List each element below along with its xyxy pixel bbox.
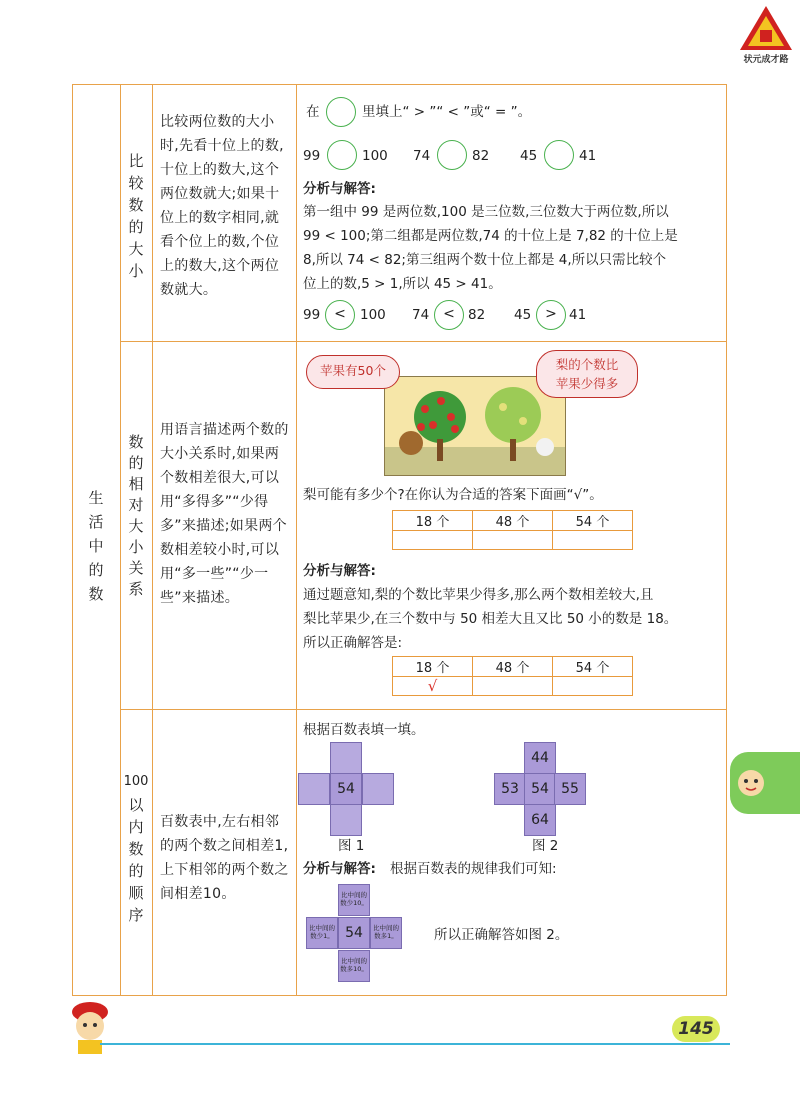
grid-cell-bottom-note: 比中间的数多10。 bbox=[338, 950, 370, 982]
blank-cell bbox=[473, 677, 553, 696]
grid-cell-left: 53 bbox=[494, 773, 526, 805]
row1-analysis-line: 8,所以 74 < 82;第三组两个数十位上都是 4,所以只需比较个 bbox=[303, 252, 667, 268]
row3-conclusion: 所以正确解答如图 2。 bbox=[434, 927, 569, 943]
row1-analysis-line: 位上的数,5 > 1,所以 45 > 41。 bbox=[303, 276, 502, 292]
row2-title: 数的相对大小关系 bbox=[128, 433, 144, 598]
answer1-right: 100 bbox=[360, 307, 386, 323]
option-cell: 54 个 bbox=[553, 657, 633, 677]
row3-analysis-text: 根据百数表的规律我们可知: bbox=[390, 861, 557, 877]
blank-circle bbox=[437, 140, 467, 170]
blank-circle bbox=[326, 97, 356, 127]
option-cell: 18 个 bbox=[393, 657, 473, 677]
row2-analysis-line: 通过题意知,梨的个数比苹果少得多,那么两个数相差较大,且 bbox=[303, 587, 654, 603]
row-divider bbox=[120, 341, 727, 342]
chapter-label: 生活中的数 bbox=[88, 489, 104, 603]
row1-description: 比较两位数的大小时,先看十位上的数,十位上的数大,这个两位数就大;如果十位上的数字相同,就看个位上的数,个位上的数大,这个两位数就大。 bbox=[160, 114, 284, 298]
answer3-right: 41 bbox=[569, 307, 587, 323]
row2-description: 用语言描述两个数的大小关系时,如果两个数相差很大,可以用“多得多”“少得多”来描述;如果两个数相差较小时,可以用“多一些”“少一些”来描述。 bbox=[160, 422, 289, 606]
answer-table bbox=[392, 656, 633, 696]
row2-analysis-line: 所以正确解答是: bbox=[303, 635, 403, 651]
grid-cell-center: 54 bbox=[330, 773, 362, 805]
row-divider bbox=[120, 709, 727, 710]
answer3-left: 45 bbox=[514, 307, 532, 323]
grid-cell-bottom: 64 bbox=[524, 804, 556, 836]
figure1-label: 图 1 bbox=[338, 838, 365, 854]
mascot-face-icon bbox=[736, 768, 766, 798]
grid-cell-blank bbox=[330, 804, 362, 836]
options-table bbox=[392, 510, 633, 550]
publisher-logo-text: 状元成才路 bbox=[743, 55, 789, 65]
page-number: 145 bbox=[672, 1016, 720, 1042]
bubble-right-line: 苹果少得多 bbox=[555, 376, 619, 391]
row1-analysis-label: 分析与解答: bbox=[303, 181, 376, 197]
speech-bubble-right bbox=[536, 350, 638, 398]
pair3-left: 45 bbox=[520, 148, 538, 164]
row3-analysis-label: 分析与解答: bbox=[303, 861, 376, 877]
answer1-left: 99 bbox=[303, 307, 321, 323]
pair2-left: 74 bbox=[413, 148, 431, 164]
side-tab bbox=[730, 752, 800, 814]
row1-question-prefix: 在 bbox=[306, 104, 320, 120]
grid-cell-top: 44 bbox=[524, 742, 556, 774]
option-cell: 18 个 bbox=[393, 511, 473, 531]
row3-instruction: 根据百数表填一填。 bbox=[303, 722, 425, 738]
row1-analysis-line: 第一组中 99 是两位数,100 是三位数,三位数大于两位数,所以 bbox=[303, 204, 669, 220]
speech-bubble-left: 苹果有50个 bbox=[306, 355, 400, 389]
bubble-right-line: 梨的个数比 bbox=[555, 357, 619, 372]
footer-line bbox=[100, 1043, 730, 1045]
option-cell: 54 个 bbox=[553, 511, 633, 531]
grid-cell-left-note: 比中间的数少1。 bbox=[306, 917, 338, 949]
check-mark-cell: √ bbox=[393, 677, 473, 696]
pair3-right: 41 bbox=[579, 148, 597, 164]
option-cell: 48 个 bbox=[473, 657, 553, 677]
blank-cell bbox=[393, 531, 473, 550]
blank-cell bbox=[473, 531, 553, 550]
row3-description: 百数表中,左右相邻的两个数之间相差1,上下相邻的两个数之间相差10。 bbox=[160, 814, 289, 902]
grid-cell-blank bbox=[330, 742, 362, 774]
blank-cell bbox=[553, 531, 633, 550]
answer2-left: 74 bbox=[412, 307, 430, 323]
answer-circle: < bbox=[325, 300, 355, 330]
pair1-left: 99 bbox=[303, 148, 321, 164]
blank-cell bbox=[553, 677, 633, 696]
row2-analysis-line: 梨比苹果少,在三个数中与 50 相差大且又比 50 小的数是 18。 bbox=[303, 611, 678, 627]
row1-analysis-line: 99 < 100;第二组都是两位数,74 的十位上是 7,82 的十位上是 bbox=[303, 228, 678, 244]
row1-question-suffix: 里填上“ > ”“ < ”或“ = ”。 bbox=[362, 104, 532, 120]
blank-circle bbox=[544, 140, 574, 170]
row3-title: 以内数的顺序 bbox=[128, 796, 144, 924]
table-divider bbox=[152, 84, 153, 996]
figure2-label: 图 2 bbox=[532, 838, 559, 854]
table-divider bbox=[296, 84, 297, 996]
grid-cell-blank bbox=[298, 773, 330, 805]
grid-cell-top-note: 比中间的数少10。 bbox=[338, 884, 370, 916]
blank-circle bbox=[327, 140, 357, 170]
grid-cell-right-note: 比中间的数多1。 bbox=[370, 917, 402, 949]
option-cell: 48 个 bbox=[473, 511, 553, 531]
row2-question: 梨可能有多少个?在你认为合适的答案下面画“√”。 bbox=[303, 487, 603, 503]
grid-cell-center: 54 bbox=[338, 917, 370, 949]
pair2-right: 82 bbox=[472, 148, 490, 164]
grid-cell-blank bbox=[362, 773, 394, 805]
answer2-right: 82 bbox=[468, 307, 486, 323]
table-divider bbox=[120, 84, 121, 996]
row3-title-number: 100 bbox=[123, 774, 149, 789]
mascot-icon bbox=[64, 1000, 116, 1056]
grid-cell-right: 55 bbox=[554, 773, 586, 805]
pair1-right: 100 bbox=[362, 148, 388, 164]
grid-cell-center: 54 bbox=[524, 773, 556, 805]
row1-title: 比较数的大小 bbox=[128, 152, 144, 280]
answer-circle: < bbox=[434, 300, 464, 330]
answer-circle: > bbox=[536, 300, 566, 330]
row2-analysis-label: 分析与解答: bbox=[303, 563, 376, 579]
